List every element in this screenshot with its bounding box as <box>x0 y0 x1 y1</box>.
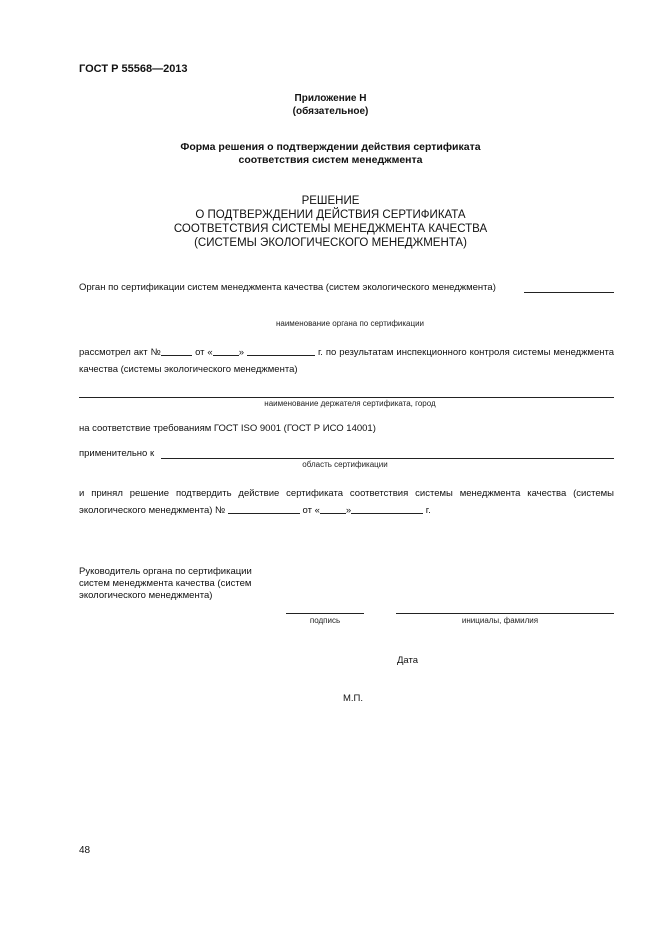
certification-scope-field[interactable] <box>161 458 614 459</box>
signature-field[interactable] <box>286 613 364 614</box>
decision-heading-line-2: О ПОДТВЕРЖДЕНИИ ДЕЙСТВИЯ СЕРТИФИКАТА <box>195 209 466 221</box>
page-number: 48 <box>79 845 91 856</box>
act-number-field[interactable] <box>161 345 192 356</box>
date-label: Дата <box>397 655 419 666</box>
form-title <box>0 141 661 167</box>
act-year-text: г. по результатам инспекционного контроля системы менеджмента качества (системы экологического менеджмента) <box>79 347 615 375</box>
decision-day-field[interactable] <box>320 503 346 514</box>
annex-heading <box>0 92 661 118</box>
act-day-field[interactable] <box>213 345 239 356</box>
annex-title: Приложение Н <box>294 93 367 104</box>
certification-body-label: Орган по сертификации систем менеджмента качества (систем экологического менеджмента) <box>79 282 496 293</box>
certification-body-caption: наименование органа по сертификации <box>275 319 425 328</box>
decision-paragraph <box>79 485 614 519</box>
certification-scope-caption: область сертификации <box>302 460 388 469</box>
head-of-body-label: Руководитель органа по сертификации систем менеджмента качества (систем экологического менеджмента) <box>79 566 252 601</box>
initials-surname-caption: инициалы, фамилия <box>461 616 539 625</box>
act-from-text: от « <box>195 347 213 358</box>
decision-heading-line-3: СООТВЕТСТВИЯ СИСТЕМЫ МЕНЕДЖМЕНТА КАЧЕСТВА <box>173 223 488 235</box>
compliance-text: на соответствие требованиям ГОСТ ISO 9001 (ГОСТ Р ИСО 14001) <box>79 423 376 434</box>
certificate-holder-field[interactable] <box>79 397 614 398</box>
scope-label: применительно к <box>79 448 155 459</box>
certificate-holder-caption: наименование держателя сертификата, город <box>264 399 436 408</box>
form-title-line-2: соответствия систем менеджмента <box>238 154 423 166</box>
decision-quote-close: » <box>345 505 352 516</box>
initials-surname-field[interactable] <box>396 613 614 614</box>
signature-caption: подпись <box>309 616 341 625</box>
decision-heading-line-1: РЕШЕНИЕ <box>301 195 360 207</box>
decision-from-text: от « <box>302 505 320 516</box>
act-quote-close: » <box>238 347 245 358</box>
document-id: ГОСТ Р 55568—2013 <box>79 63 188 75</box>
decision-month-field[interactable] <box>351 503 423 514</box>
act-month-field[interactable] <box>247 345 315 356</box>
reviewed-act-text: рассмотрел акт № <box>79 347 162 358</box>
reviewed-act-paragraph <box>79 344 614 378</box>
certification-body-field[interactable] <box>524 292 614 293</box>
decision-heading-line-4: (СИСТЕМЫ ЭКОЛОГИЧЕСКОГО МЕНЕДЖМЕНТА) <box>194 237 467 249</box>
annex-status: (обязательное) <box>292 106 369 117</box>
decision-heading <box>0 194 661 250</box>
form-title-line-1: Форма решения о подтверждении действия сертификата <box>180 141 481 153</box>
decision-text: и принял решение подтвердить действие сертификата соответствия системы менеджмента качества (системы экологического менеджмента) № <box>79 488 614 516</box>
decision-year-text: г. <box>425 505 431 516</box>
certificate-number-field[interactable] <box>228 503 300 514</box>
stamp-label: М.П. <box>343 693 364 704</box>
